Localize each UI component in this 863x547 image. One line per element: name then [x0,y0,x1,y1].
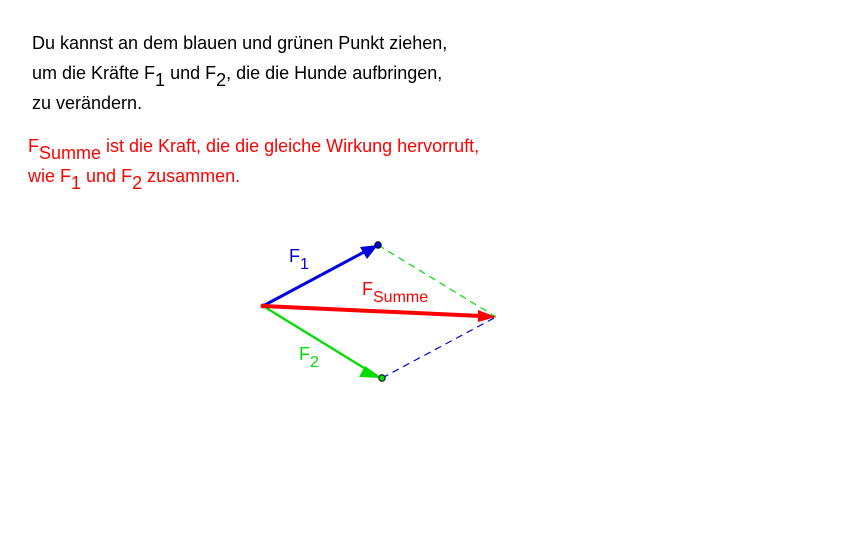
explanation-fsum-subscript: Summe [39,143,102,163]
instructions-line-2-part-b: und F [165,63,217,83]
explanation-f1-subscript: 1 [71,173,82,193]
f1-label-subscript: 1 [300,256,309,273]
f1-label-symbol: F [289,246,300,266]
fsum-label-symbol: F [362,279,373,299]
f2-label [299,344,319,371]
fsum-label-subscript: Summe [373,289,429,306]
explanation-fsum-symbol: F [28,136,39,156]
explanation-line-1-rest: ist die Kraft, die die gleiche Wirkung hervorruft, [101,136,480,156]
instructions-line-2-part-c: , die die Hunde aufbringen, [226,63,443,83]
instructions-line-2-part-a: um die Kräfte F [32,63,156,83]
fsum-arrowhead [478,310,496,322]
instructions-line-3-text: zu verändern. [32,93,143,113]
explanation-line-2-part-a: wie F [28,166,72,186]
fsum-label [362,279,429,306]
f1-parallel-dashed-line [382,317,496,378]
f1-drag-point[interactable] [375,242,381,248]
fsum-vector-shaft [263,306,481,316]
instructions-line-1-text: Du kannst an dem blauen und grünen Punkt ziehen, [32,33,448,53]
f1-vector-shaft [263,251,366,306]
f1-label [289,246,309,273]
f2-drag-point[interactable] [379,375,385,381]
explanation-line-2-part-c: zusammen. [142,166,241,186]
explanation-line-2-part-b: und F [81,166,133,186]
origin-point [261,304,266,309]
explanation-f2-subscript: 2 [132,173,143,193]
f2-label-symbol: F [299,344,310,364]
f2-label-subscript: 2 [310,354,319,371]
instructions-f1-subscript: 1 [155,70,166,90]
instructions-f2-subscript: 2 [216,70,227,90]
